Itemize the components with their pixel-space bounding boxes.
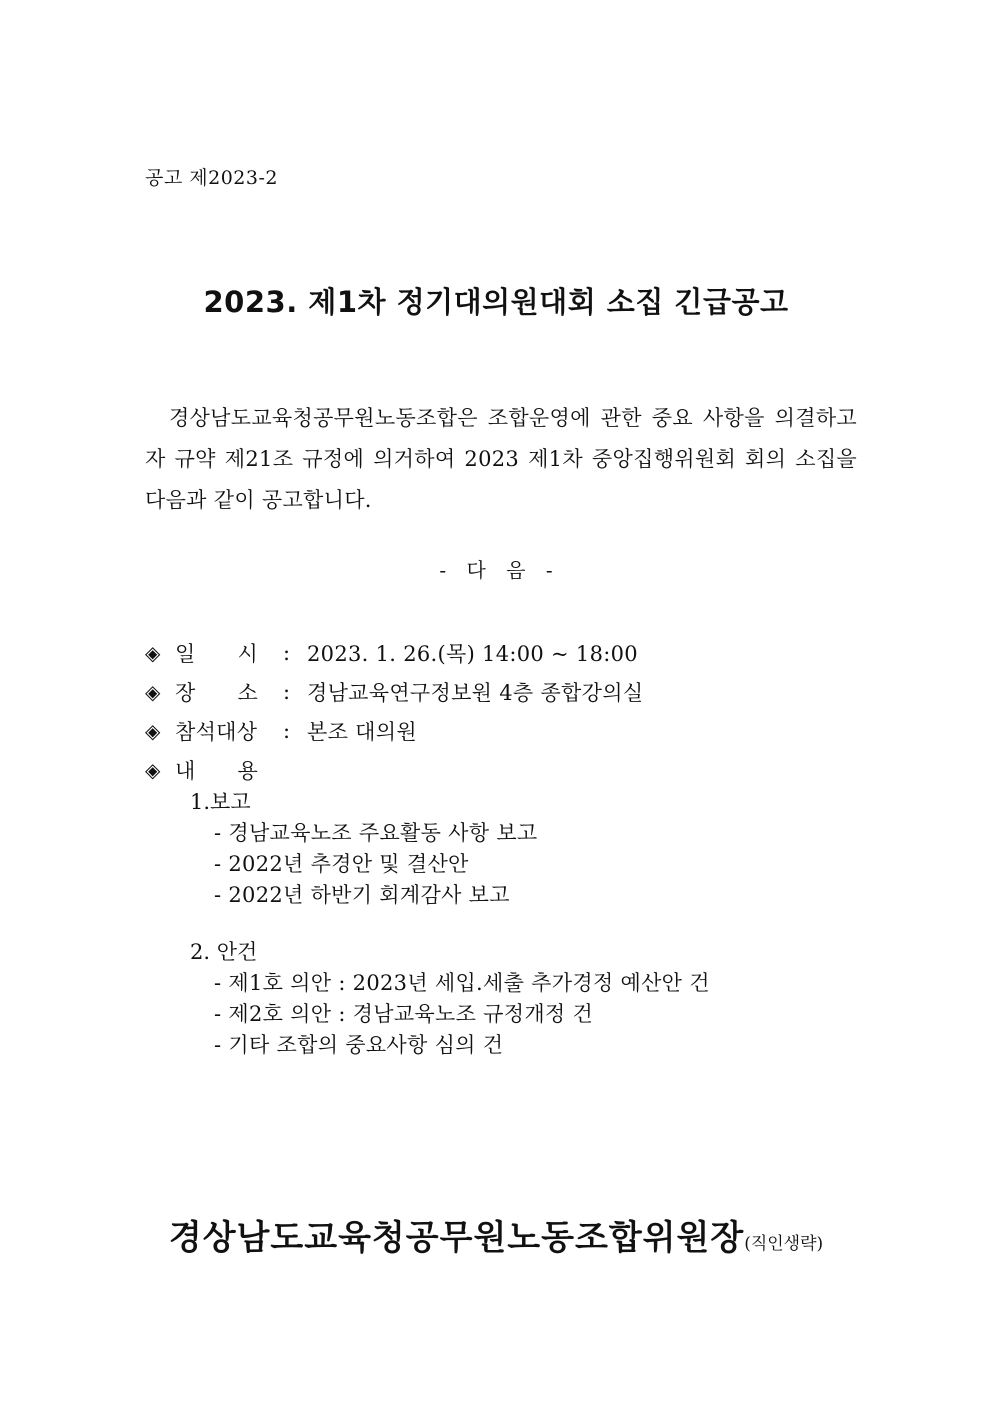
section-entry: - 기타 조합의 중요사항 심의 건 xyxy=(214,1033,504,1057)
section-entry: - 제1호 의안 : 2023년 세입.세출 추가경정 예산안 건 xyxy=(214,971,710,995)
detail-item-datetime xyxy=(145,633,643,672)
detail-value: 2023. 1. 26.(목) 14:00 ~ 18:00 xyxy=(307,641,638,666)
detail-value: 경남교육연구정보원 4층 종합강의실 xyxy=(307,680,644,705)
notice-number: 공고 제2023-2 xyxy=(145,167,278,189)
signature-block xyxy=(0,1210,992,1259)
section-entries xyxy=(190,818,538,911)
diamond-bullet-icon: ◈ xyxy=(145,640,161,665)
detail-colon: : xyxy=(283,679,291,704)
section-heading: 2. 안건 xyxy=(190,940,258,964)
seal-note: (직인생략) xyxy=(744,1234,824,1254)
section-entry: - 경남교육노조 주요활동 사항 보고 xyxy=(214,821,538,845)
detail-colon: : xyxy=(283,640,291,665)
detail-item-place xyxy=(145,672,643,711)
detail-colon: : xyxy=(283,718,291,743)
detail-label: 참석대상 xyxy=(175,719,258,744)
detail-item-content xyxy=(145,750,643,789)
body-paragraph: 경상남도교육청공무원노동조합은 조합운영에 관한 중요 사항을 의결하고자 규약 제21조 규정에 의거하여 2023 제1차 중앙집행위원회 회의 소집을 다음과 같이 공고합니다. xyxy=(145,406,857,512)
diamond-bullet-icon: ◈ xyxy=(145,679,161,704)
details-list xyxy=(145,633,643,789)
section-entry: - 2022년 추경안 및 결산안 xyxy=(214,852,469,876)
detail-item-attendees xyxy=(145,711,643,750)
detail-value: 본조 대의원 xyxy=(307,719,417,744)
detail-label: 장 소 xyxy=(175,680,259,705)
diamond-bullet-icon: ◈ xyxy=(145,718,161,743)
document-title: 2023. 제1차 정기대의원대회 소집 긴급공고 xyxy=(203,285,789,319)
section-entry: - 2022년 하반기 회계감사 보고 xyxy=(214,883,510,907)
diamond-bullet-icon: ◈ xyxy=(145,757,161,782)
detail-label: 내 용 xyxy=(175,758,259,783)
section-report xyxy=(190,786,538,911)
section-agenda xyxy=(190,936,710,1061)
section-entry: - 제2호 의안 : 경남교육노조 규정개정 건 xyxy=(214,1002,594,1026)
separator-heading: - 다 음 - xyxy=(439,558,553,582)
signature-name: 경상남도교육청공무원노동조합위원장 xyxy=(168,1218,745,1258)
detail-label: 일 시 xyxy=(175,641,259,666)
section-heading: 1.보고 xyxy=(190,790,251,814)
section-entries xyxy=(190,968,710,1061)
